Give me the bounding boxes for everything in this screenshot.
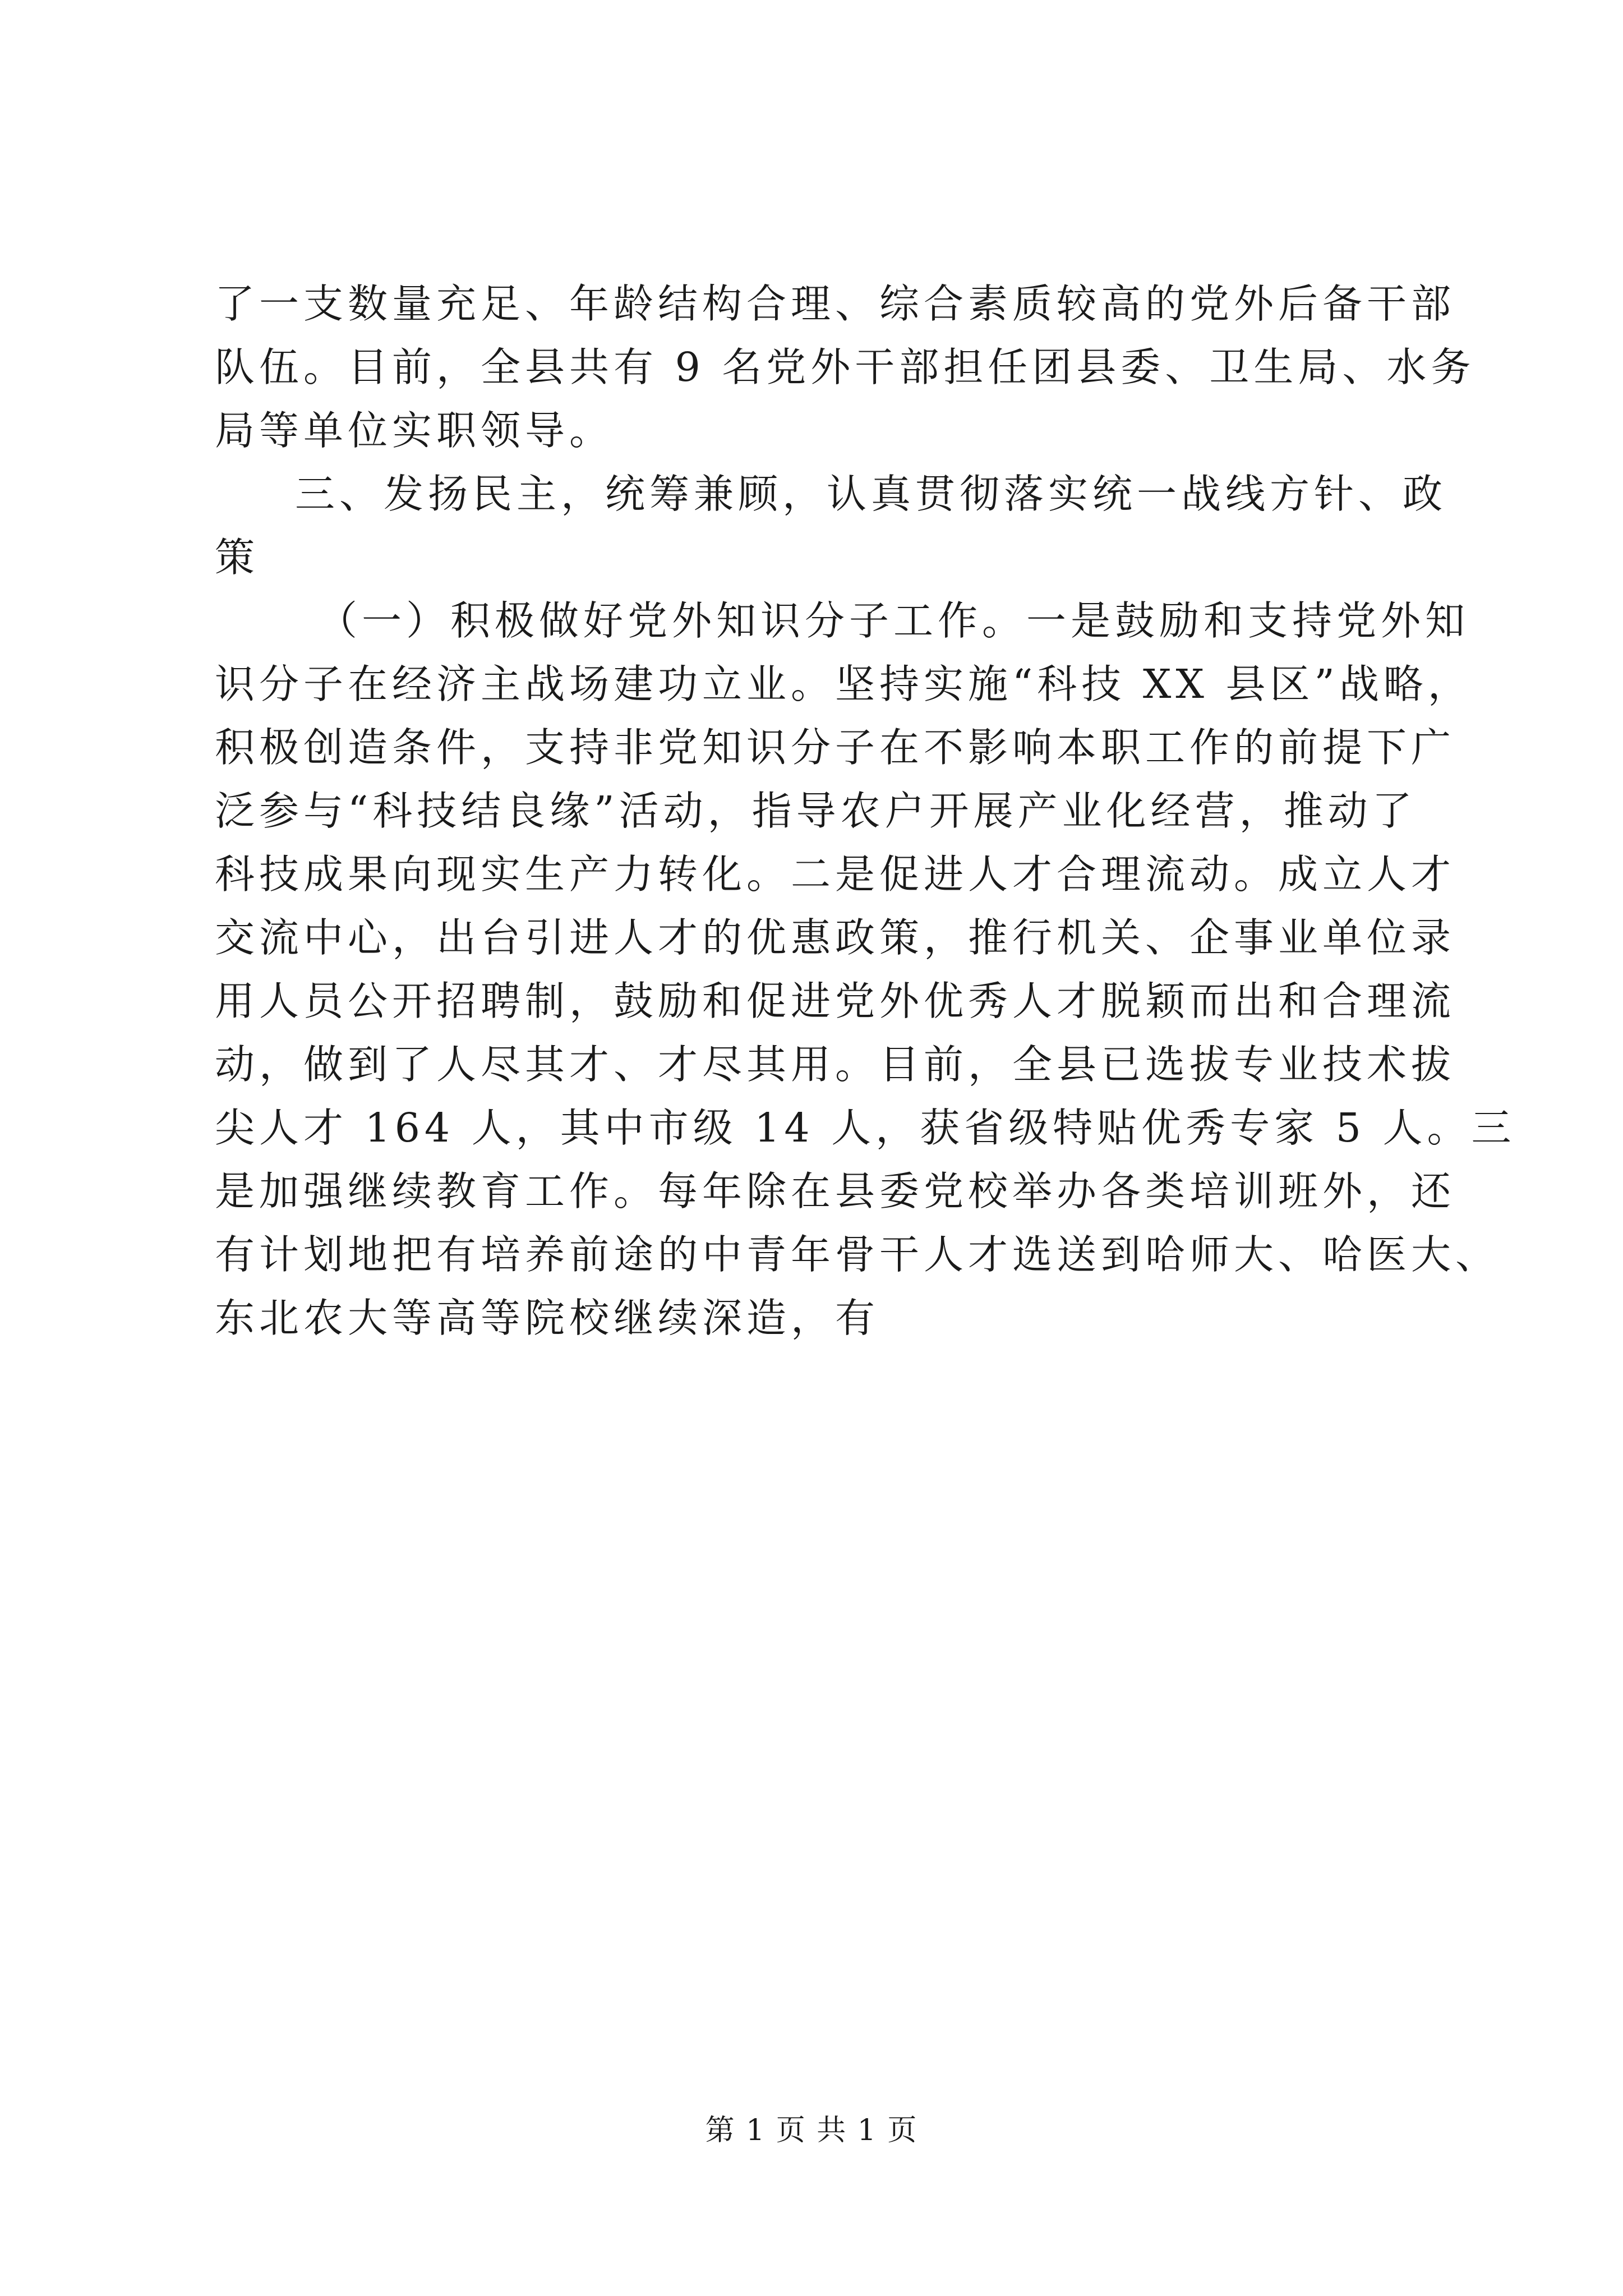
text-line: 了一支数量充足、年龄结构合理、综合素质较高的党外后备干部 <box>215 280 1456 327</box>
text-line: 东北农大等高等院校继续深造，有 <box>215 1295 880 1341</box>
document-body <box>215 272 1516 1350</box>
text-line: 积极创造条件，支持非党知识分子在不影响本职工作的前提下广 <box>215 724 1456 771</box>
section-heading-continued: 策 <box>215 534 260 581</box>
text-line: 是加强继续教育工作。每年除在县委党校举办各类培训班外，还 <box>215 1168 1456 1214</box>
page-number-footer: 第 1 页 共 1 页 <box>705 2114 918 2147</box>
text-line: 局等单位实职领导。 <box>215 407 614 454</box>
section-heading: 三、发扬民主，统筹兼顾，认真贯彻落实统一战线方针、政 <box>295 471 1447 517</box>
subsection-paragraph-start: （一）积极做好党外知识分子工作。一是鼓励和支持党外知 <box>317 597 1470 644</box>
text-line: 泛参与“科技结良缘”活动，指导农户开展产业化经营，推动了 <box>215 788 1417 834</box>
text-line: 尖人才 164 人，其中市级 14 人，获省级特贴优秀专家 5 人。三 <box>215 1105 1516 1151</box>
text-line: 科技成果向现实生产力转化。二是促进人才合理流动。成立人才 <box>215 851 1456 898</box>
text-line: 动，做到了人尽其才、才尽其用。目前，全县已选拔专业技术拔 <box>215 1041 1456 1088</box>
text-line: 有计划地把有培养前途的中青年骨干人才选送到哈师大、哈医大、 <box>215 1231 1500 1278</box>
text-line: 队伍。目前，全县共有 9 名党外干部担任团县委、卫生局、水务 <box>215 344 1476 390</box>
text-line: 用人员公开招聘制，鼓励和促进党外优秀人才脱颖而出和合理流 <box>215 978 1456 1024</box>
text-line: 识分子在经济主战场建功立业。坚持实施“科技 XX 县区”战略， <box>215 661 1472 707</box>
text-line: 交流中心，出台引进人才的优惠政策，推行机关、企事业单位录 <box>215 914 1456 961</box>
